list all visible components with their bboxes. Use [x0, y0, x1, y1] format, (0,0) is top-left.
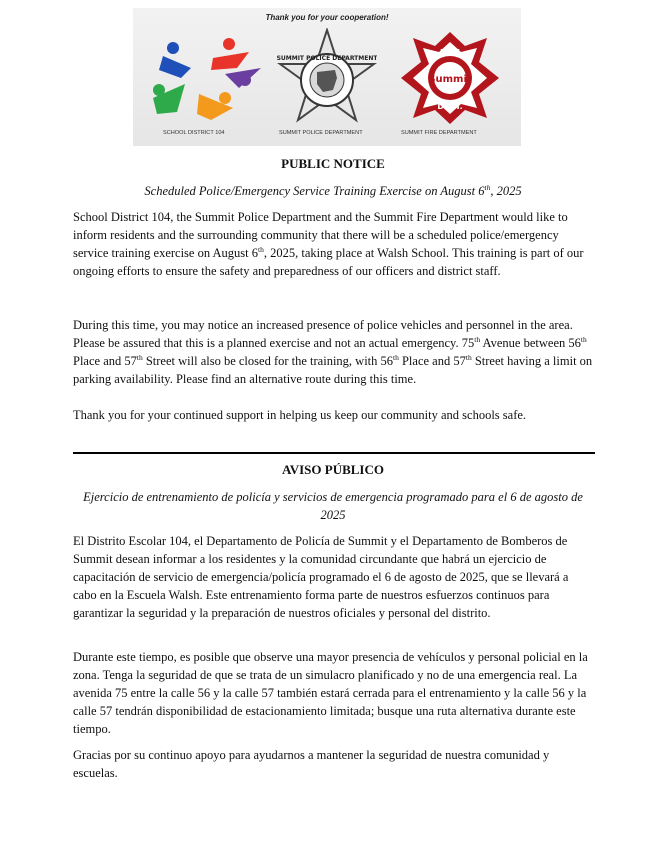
spanish-paragraph-3: Gracias por su continuo apoyo para ayudarnos a mantener la seguridad de nuestra comunidad y escuelas.	[73, 748, 550, 780]
p2-sup-4: th	[393, 352, 399, 362]
figure-head-red	[223, 38, 235, 50]
section-divider	[73, 452, 595, 454]
public-notice-subtitle	[73, 182, 593, 200]
banner-message: Thank you for your cooperation!	[265, 13, 389, 22]
figure-head-blue	[167, 42, 179, 54]
p2-text-c: Place and 57	[73, 354, 137, 368]
p2-sup-3: th	[136, 352, 143, 362]
p2-text-a: During this time, you may notice an increased presence of police vehicles and personnel in the area. Please be assured that this is a planned exercise and not an actual emergency. 75	[73, 318, 573, 350]
p1-text-b: , 2025, taking place at Walsh School. This training is part of our ongoing efforts to ensure the safety and preparedness of our officers and district staff.	[73, 246, 584, 278]
figure-body-blue	[159, 56, 191, 78]
p2-text-b: Avenue between 56	[480, 336, 581, 350]
p1-text-a: School District 104, the Summit Police Department and the Summit Fire Department would like to inform residents and the surrounding community that there will be a scheduled police/emergency service training exercise on August 6	[73, 210, 568, 260]
aviso-publico-subtitle: Ejercicio de entrenamiento de policía y servicios de emergencia programado para el 6 de agosto de 2025	[83, 490, 583, 522]
p2-sup-2: th	[580, 334, 587, 344]
public-notice-heading: PUBLIC NOTICE	[281, 156, 385, 171]
maltese-cross-icon	[395, 28, 505, 128]
p2-sup-1: th	[474, 334, 481, 344]
english-paragraph-2	[73, 316, 595, 388]
subtitle-sup: th	[484, 182, 491, 192]
p2-text-f: Street having a limit on parking availability. Please find an alternative route during this time.	[73, 354, 593, 386]
fire-bottom-text: DEPT.	[437, 102, 463, 111]
figure-head-orange	[219, 92, 231, 104]
figure-body-red	[211, 52, 249, 70]
school-district-figures-icon	[141, 28, 271, 128]
p2-sup-5: th	[465, 352, 472, 362]
english-paragraph-3: Thank you for your continued support in helping us keep our community and schools safe.	[73, 408, 527, 422]
p2-text-e: Place and 57	[398, 354, 466, 368]
spanish-paragraph-1: El Distrito Escolar 104, el Departamento de Policía de Summit y el Departamento de Bomberos de Summit desean informar a los residentes y la comunidad circundante que habrá un ejercicio de capacitación de servicio de emergencia/policía programado el 6 de agosto de 2025, que se llevará a cabo en la Escuela Walsh. Este entrenamiento forma parte de nuestros esfuerzos continuos para garantizar la seguridad y la preparación de nuestros oficiales y personal del distrito.	[73, 534, 569, 620]
school-district-caption: SCHOOL DISTRICT 104	[163, 130, 225, 136]
subtitle-year: , 2025	[490, 184, 522, 198]
badge-text: SUMMIT POLICE DEPARTMENT	[277, 55, 377, 62]
aviso-publico-heading: AVISO PÚBLICO	[282, 462, 384, 477]
fire-caption: SUMMIT FIRE DEPARTMENT	[401, 130, 477, 136]
spanish-paragraph-2: Durante este tiempo, es posible que observe una mayor presencia de vehículos y personal policial en la zona. Tenga la seguridad de que se trata de un simulacro planificado y no de una emergencia real. La avenida 75 entre la calle 56 y la calle 57 también estará cerrada para el entrenamiento y la calle 56 y la calle 57 tendrán disponibilidad de estacionamiento limitada; busque una ruta alternativa durante este tiempo.	[73, 650, 588, 736]
partner-logos-banner	[133, 8, 521, 146]
p2-text-d: Street will also be closed for the training, with 56	[142, 354, 394, 368]
english-paragraph-1	[73, 208, 595, 280]
police-caption: SUMMIT POLICE DEPARTMENT	[279, 130, 363, 136]
p1-sup: th	[258, 244, 264, 254]
fire-top-text: FIRE	[439, 48, 461, 57]
subtitle-text: Scheduled Police/Emergency Service Training Exercise on August 6	[144, 184, 485, 198]
fire-center-text: Summit	[428, 74, 472, 85]
police-star-badge-icon	[277, 28, 377, 128]
